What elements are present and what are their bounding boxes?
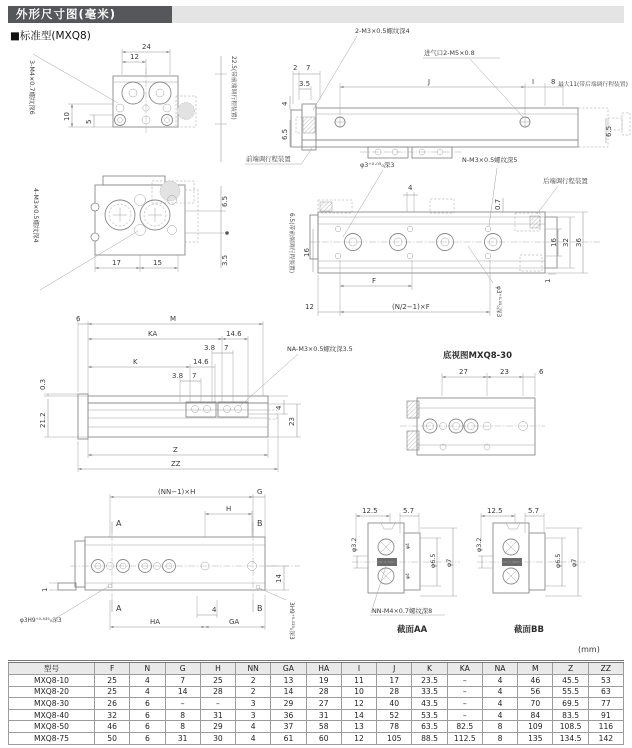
dim-32: 32 <box>562 238 570 247</box>
hole-note-3h9: φ3H9⁺⁰·⁰²⁵₀深3 <box>20 618 62 624</box>
value-cell: 7 <box>165 675 200 687</box>
dim-16-right: 16 <box>550 238 558 247</box>
dim-23: 23 <box>288 417 296 426</box>
value-cell: 28 <box>306 686 341 698</box>
value-cell: 13 <box>341 721 376 733</box>
dim-36: 36 <box>575 238 583 247</box>
dim-nn-1-h: (NN−1)×H <box>158 488 196 496</box>
view-section-aa <box>350 507 460 635</box>
value-cell: 29 <box>200 721 235 733</box>
front-stroke-note: 6.5(带前端调行程装置) <box>288 213 294 274</box>
dim-4-top: 4 <box>408 184 413 192</box>
value-cell: 31 <box>306 709 341 721</box>
value-cell: 4 <box>482 698 517 710</box>
col-header: I <box>341 662 376 675</box>
dim-ZZ: ZZ <box>171 460 181 468</box>
value-cell: 25 <box>95 675 130 687</box>
dim-27: 27 <box>459 368 468 376</box>
stroke-note-22-5: 22.5(带前端调行程装置) <box>230 56 236 120</box>
dimension-table <box>8 660 624 745</box>
dim-KA: KA <box>148 330 158 338</box>
value-cell: 50 <box>95 732 130 744</box>
value-cell: 31 <box>165 732 200 744</box>
dim-14-6a: 14.6 <box>226 330 242 338</box>
value-cell: 14 <box>271 686 306 698</box>
value-cell: 28 <box>200 686 235 698</box>
dim-21-2: 21.2 <box>39 412 47 428</box>
section-bb-caption: 截面BB <box>514 625 544 635</box>
model-cell: MXQ8-20 <box>9 686 95 698</box>
col-header: H <box>200 662 235 675</box>
value-cell: 30 <box>200 732 235 744</box>
dim-H: H <box>226 505 232 513</box>
dim-0-3: 0.3 <box>39 378 47 390</box>
dim-GA: GA <box>229 618 240 626</box>
value-cell: 23.5 <box>412 675 447 687</box>
model-cell: MXQ8-30 <box>9 698 95 710</box>
value-cell: 135 <box>518 732 553 744</box>
thread-note-4m3: 4-M3×0.5螺纹深4 <box>32 188 40 243</box>
value-cell: 91 <box>588 709 623 721</box>
value-cell: 14 <box>341 709 376 721</box>
view-plan <box>288 155 600 318</box>
spec-table-body <box>9 675 624 745</box>
value-cell: 108.5 <box>553 721 588 733</box>
bottom-view-title: 底视图MXQ8-30 <box>443 351 513 361</box>
value-cell: 6 <box>130 721 165 733</box>
dim-1: 1 <box>544 278 552 283</box>
view-bottom-sections <box>20 488 300 640</box>
dim-phi7-bb: φ7 <box>570 558 578 567</box>
dim-F: F <box>372 277 377 285</box>
col-header: KA <box>447 662 482 675</box>
thread-note-nnm4: NN-M4×0.7螺纹深8 <box>372 607 433 615</box>
value-cell: 46 <box>95 721 130 733</box>
hole-note-phi3: φ3⁺⁰·⁰⁵₀深3 <box>360 161 395 169</box>
table-row <box>9 675 624 687</box>
dim-7b: 7 <box>192 372 197 380</box>
model-cell: MXQ8-40 <box>9 709 95 721</box>
value-cell: 8 <box>482 721 517 733</box>
dim-phi4-aa-bot: φ4 <box>406 573 411 579</box>
dim-16-left: 16 <box>303 248 311 257</box>
dim-15: 15 <box>153 259 162 267</box>
value-cell: 10 <box>341 686 376 698</box>
value-cell: 88.5 <box>412 732 447 744</box>
value-cell: 27 <box>306 698 341 710</box>
dim-12-5-aa: 12.5 <box>362 507 378 515</box>
value-cell: 29 <box>271 698 306 710</box>
value-cell: 53.5 <box>412 709 447 721</box>
view-bottom-mxq8-30 <box>400 350 545 455</box>
view-side-top <box>245 26 630 164</box>
col-header: NN <box>236 662 271 675</box>
value-cell: 43.5 <box>412 698 447 710</box>
dim-23b: 23 <box>500 368 509 376</box>
table-row <box>9 709 624 721</box>
dim-5-7-bb: 5.7 <box>528 507 540 515</box>
dim-8: 8 <box>551 78 556 86</box>
dim-7: 7 <box>306 64 311 72</box>
value-cell: 82.5 <box>447 721 482 733</box>
value-cell: 58 <box>306 721 341 733</box>
value-cell: 14 <box>165 686 200 698</box>
dim-6: 6 <box>76 315 81 323</box>
value-cell: 105 <box>377 732 412 744</box>
value-cell: 37 <box>271 721 306 733</box>
table-row <box>9 686 624 698</box>
value-cell: 53 <box>588 675 623 687</box>
dim-5: 5 <box>85 119 93 124</box>
value-cell: 4 <box>482 675 517 687</box>
value-cell: 4 <box>236 721 271 733</box>
value-cell: 60 <box>306 732 341 744</box>
value-cell: 142 <box>588 732 623 744</box>
dim-0-7: 0.7 <box>494 198 502 210</box>
dim-phi3-2-bb: φ3.2 <box>475 537 483 552</box>
hole-note-3h9-right: 3H9⁺⁰·⁰²⁵₀深3 <box>288 602 294 640</box>
value-cell: 4 <box>130 686 165 698</box>
page-title: 外形尺寸图(毫米) <box>8 6 172 23</box>
value-cell: 55.5 <box>553 686 588 698</box>
col-header: K <box>412 662 447 675</box>
value-cell: 32 <box>95 709 130 721</box>
value-cell: 52 <box>377 709 412 721</box>
value-cell: 6 <box>130 732 165 744</box>
value-cell: 56 <box>518 686 553 698</box>
dim-12: 12 <box>305 303 314 311</box>
value-cell: 25 <box>95 686 130 698</box>
dim-J: J <box>428 78 431 86</box>
value-cell: 77 <box>588 698 623 710</box>
view-elevation <box>39 315 353 472</box>
value-cell: 8 <box>482 732 517 744</box>
col-header: Z <box>553 662 588 675</box>
dim-6-5: 6.5 <box>221 195 229 207</box>
value-cell: 116 <box>588 721 623 733</box>
value-cell: 31 <box>200 709 235 721</box>
model-cell: MXQ8-75 <box>9 732 95 744</box>
value-cell: 19 <box>306 675 341 687</box>
dim-I: I <box>532 78 535 86</box>
dim-N2F: (N/2−1)×F <box>392 303 430 311</box>
value-cell: 28 <box>377 686 412 698</box>
dim-4b: 4 <box>212 606 217 614</box>
dim-1b: 1 <box>41 587 49 592</box>
dim-12-5-bb: 12.5 <box>487 507 503 515</box>
value-cell: 40 <box>377 698 412 710</box>
value-cell: 61 <box>271 732 306 744</box>
value-cell: 25 <box>200 675 235 687</box>
front-adjuster-label: 前端调行程装置 <box>246 155 291 163</box>
value-cell: – <box>447 698 482 710</box>
dim-2: 2 <box>293 64 298 72</box>
view-section-bb <box>475 507 585 635</box>
dim-5-7-aa: 5.7 <box>403 507 415 515</box>
dim-14-6b: 14.6 <box>193 358 209 366</box>
thread-note-nm3: N-M3×0.5螺纹深5 <box>462 156 518 164</box>
dim-17: 17 <box>112 259 121 267</box>
thread-note-3m4: 3-M4×0.7螺纹深6 <box>28 60 36 115</box>
table-header-row <box>9 662 624 675</box>
table-row <box>9 698 624 710</box>
value-cell: 26 <box>95 698 130 710</box>
dim-G: G <box>257 488 263 496</box>
section-mark-a-top: A <box>116 519 122 528</box>
value-cell: – <box>447 686 482 698</box>
dim-phi6-5-bb: φ6.5 <box>554 553 562 568</box>
dim-14: 14 <box>275 574 283 583</box>
dim-M: M <box>170 315 177 323</box>
col-header: ZZ <box>588 662 623 675</box>
model-cell: MXQ8-50 <box>9 721 95 733</box>
value-cell: 8 <box>165 721 200 733</box>
col-header: NA <box>482 662 517 675</box>
col-header: HA <box>306 662 341 675</box>
value-cell: 3 <box>236 709 271 721</box>
value-cell: 46 <box>518 675 553 687</box>
section-mark-a-bottom: A <box>116 604 122 613</box>
max-stroke-note: 最大11(带后端调行程装置) <box>558 82 628 88</box>
col-header: N <box>130 662 165 675</box>
value-cell: 134.5 <box>553 732 588 744</box>
dim-7a: 7 <box>224 344 229 352</box>
dim-3-8a: 3.8 <box>204 344 216 352</box>
section-mark-b-bottom: B <box>257 604 263 613</box>
dim-3-5: 3.5 <box>221 254 229 266</box>
section-mark-b-top: B <box>257 519 263 528</box>
thread-note-2m3: 2-M3×0.5螺纹深4 <box>355 27 410 35</box>
col-header: G <box>165 662 200 675</box>
section-aa-caption: 截面AA <box>397 625 428 635</box>
value-cell: 63.5 <box>412 721 447 733</box>
dim-K: K <box>133 358 138 366</box>
dim-6-5-left: 6.5 <box>281 128 289 140</box>
dim-phi6-5-aa: φ6.5 <box>429 553 437 568</box>
value-cell: 8 <box>165 709 200 721</box>
value-cell: 11 <box>341 675 376 687</box>
col-header: M <box>518 662 553 675</box>
port-note: 进气口2-M5×0.8 <box>424 49 475 57</box>
value-cell: 4 <box>236 732 271 744</box>
table-row <box>9 732 624 744</box>
model-cell: MXQ8-10 <box>9 675 95 687</box>
value-cell: 12 <box>341 698 376 710</box>
value-cell: – <box>200 698 235 710</box>
view-end-front <box>28 43 238 162</box>
table-row <box>9 721 624 733</box>
dim-3-8b: 3.8 <box>172 372 184 380</box>
dim-10: 10 <box>63 112 71 121</box>
view-end-rear <box>32 176 229 290</box>
dim-phi4-aa-top: φ4 <box>406 543 411 549</box>
col-header: F <box>95 662 130 675</box>
dim-24: 24 <box>142 43 151 51</box>
value-cell: 3 <box>236 698 271 710</box>
value-cell: 83.5 <box>553 709 588 721</box>
value-cell: 84 <box>518 709 553 721</box>
value-cell: 33.5 <box>412 686 447 698</box>
col-header-model: 型号 <box>9 662 95 675</box>
value-cell: 6 <box>130 709 165 721</box>
dim-HA: HA <box>150 618 161 626</box>
value-cell: 12 <box>341 732 376 744</box>
value-cell: 63 <box>588 686 623 698</box>
value-cell: 2 <box>236 675 271 687</box>
dim-phi3-2-aa: φ3.2 <box>350 537 358 552</box>
dim-phi7-aa: φ7 <box>445 558 453 567</box>
value-cell: 69.5 <box>553 698 588 710</box>
value-cell: 4 <box>482 709 517 721</box>
dim-6-5-right: 6.5 <box>605 125 613 137</box>
value-cell: 36 <box>271 709 306 721</box>
dim-Z: Z <box>173 446 178 454</box>
value-cell: 45.5 <box>553 675 588 687</box>
value-cell: – <box>165 698 200 710</box>
value-cell: 13 <box>271 675 306 687</box>
page-subtitle: ■标准型(MXQ8) <box>10 30 91 42</box>
thread-note-na: NA-M3×0.5螺纹深3.5 <box>287 345 353 353</box>
dim-4-left: 4 <box>281 101 289 106</box>
value-cell: 4 <box>130 675 165 687</box>
col-header: GA <box>271 662 306 675</box>
value-cell: – <box>447 709 482 721</box>
value-cell: 70 <box>518 698 553 710</box>
dim-3-5: 3.5 <box>299 80 311 88</box>
unit-note: (mm) <box>578 645 600 654</box>
col-header: J <box>377 662 412 675</box>
value-cell: 78 <box>377 721 412 733</box>
value-cell: – <box>447 675 482 687</box>
dim-12: 12 <box>130 53 139 61</box>
dim-6b: 6 <box>539 368 544 376</box>
value-cell: 109 <box>518 721 553 733</box>
value-cell: 112.5 <box>447 732 482 744</box>
value-cell: 17 <box>377 675 412 687</box>
hole-note-phi3-b: φ3⁺⁰·⁰⁵₀深3 <box>495 286 501 318</box>
value-cell: 6 <box>130 698 165 710</box>
value-cell: 2 <box>236 686 271 698</box>
dim-4r: 4 <box>275 405 283 410</box>
rear-adjuster-label: 后端调行程装置 <box>543 177 588 185</box>
value-cell: 4 <box>482 686 517 698</box>
